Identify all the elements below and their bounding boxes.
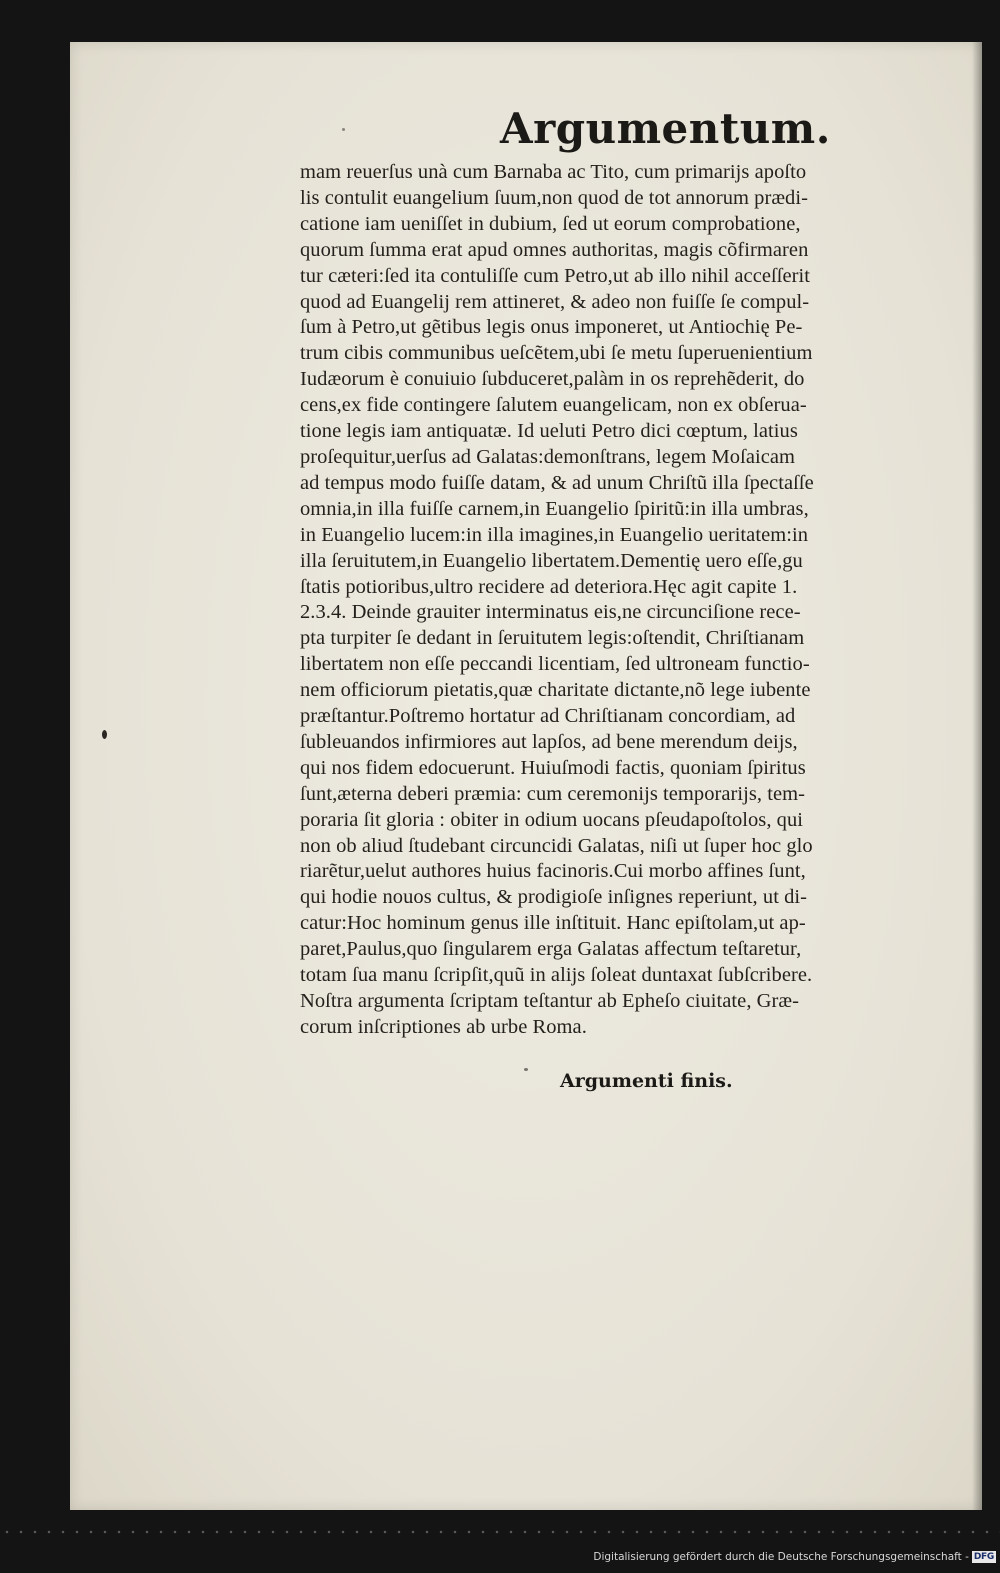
digitization-credit bbox=[593, 1551, 996, 1563]
credit-text: Digitalisierung gefördert durch die Deutsche Forschungsgemeinschaft - bbox=[593, 1551, 969, 1563]
ink-speck bbox=[524, 1068, 528, 1071]
page-gutter-shadow bbox=[972, 42, 982, 1510]
closing-line: Argumenti finis. bbox=[560, 1070, 733, 1092]
argument-body-text: mam reuerſus unà cum Barnaba ac Tito, cum primarijs apoſto lis contulit euangelium ſuum,non quod de tot annorum prædi- catione iam ueniſſet in dubium, ſed ut eorum comprobatione, quorum ſumma erat apud omnes authoritas, magis cõfirmaren tur cæteri:ſed ita contuliſſe cum Petro,ut ab illo nihil acceſſerit quod ad Euangelij rem attineret, & adeo non fuiſſe ſe compul- ſum à Petro,ut gẽtibus legis onus imponeret, ut Antiochię Pe- trum cibis communibus ueſcẽtem,ubi ſe metu ſuperuenientium Iudæorum è conuiuio ſubduceret,palàm in os reprehẽderit, do cens,ex fide contingere ſalutem euangelicam, non ex obſerua- tione legis iam antiquatæ. Id ueluti Petro dici cœptum, latius proſequitur,uerſus ad Galatas:demonſtrans, legem Moſaicam ad tempus modo fuiſſe datam, & ad unum Chriſtũ illa ſpectaſſe omnia,in illa fuiſſe carnem,in Euangelio ſpiritũ:in illa umbras, in Euangelio lucem:in illa imagines,in Euangelio ueritatem:in illa ſeruitutem,in Euangelio libertatem.Dementię uero eſſe,gu ſtatis potioribus,ultro recidere ad deteriora.Hęc agit capite 1. 2.3.4. Deinde grauiter interminatus eis,ne circunciſione rece- pta turpiter ſe dedant in ſeruitutem legis:oſtendit, Chriſtianam libertatem non eſſe peccandi licentiam, ſed ultroneam functio- nem officiorum pietatis,quæ charitate dictante,nõ lege iubente præſtantur.Poſtremo hortatur ad Chriſtianam concordiam, ad ſubleuandos infirmiores aut lapſos, ad bene merendum deijs, qui nos fidem edocuerunt. Huiuſmodi factis, quoniam ſpiritus ſunt,æterna deberi præmia: cum ceremonijs temporarijs, tem- poraria ſit gloria : obiter in odium uocans pſeudapoſtolos, qui non ob aliud ſtudebant circuncidi Galatas, niſi ut ſuper hoc glo riarẽtur,uelut authores huius facinoris.Cui morbo affines ſunt, qui hodie nouos cultus, & prodigioſe inſignes reperiunt, ut di- catur:Hoc hominum genus ille inſtituit. Hanc epiſtolam,ut ap- paret,Paulus,quo ſingularem erga Galatas affectum teſtaretur, totam ſua manu ſcripſit,quũ in alijs ſoleat duntaxat ſubſcribere. Noſtra argumenta ſcriptam teſtantur ab Epheſo ciuitate, Græ- corum inſcriptiones ab urbe Roma. bbox=[300, 161, 814, 1038]
dfg-logo: DFG bbox=[973, 1552, 994, 1562]
scan-edge-dots bbox=[0, 1530, 1000, 1534]
page-heading: Argumentum. bbox=[500, 104, 831, 153]
ink-speck bbox=[342, 128, 345, 131]
ink-speck bbox=[102, 730, 107, 739]
book-page bbox=[70, 42, 982, 1510]
